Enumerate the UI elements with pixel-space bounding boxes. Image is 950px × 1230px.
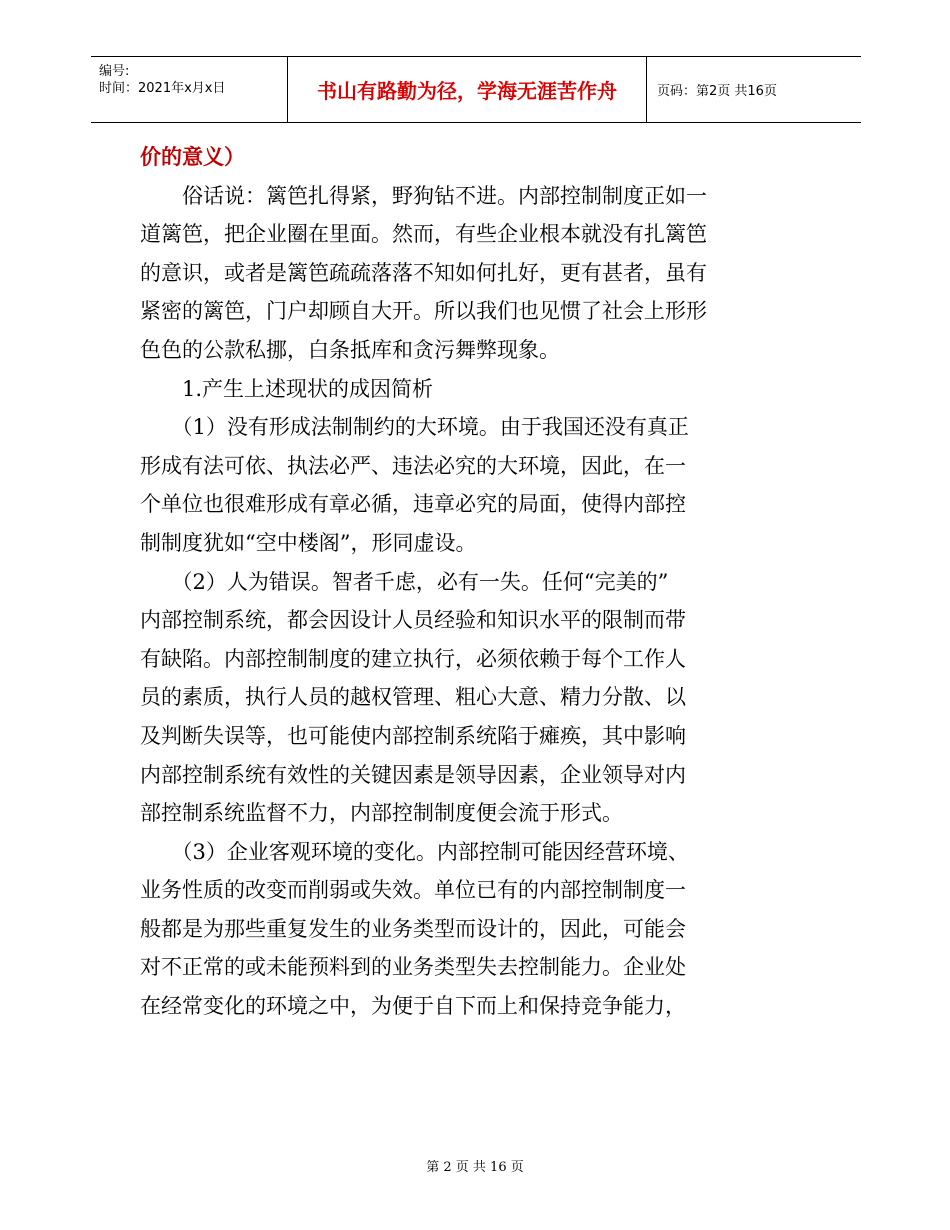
header-motto: 书山有路勤为径，学海无涯苦作舟: [287, 57, 647, 122]
body-line: 般都是为那些重复发生的业务类型而设计的，因此，可能会: [140, 916, 686, 941]
section-heading-fragment: 价的意义）: [140, 145, 245, 169]
body-line: （1）没有形成法制制约的大环境。由于我国还没有真正: [140, 415, 689, 440]
body-line: 色色的公款私挪，白条抵库和贪污舞弊现象。: [140, 337, 560, 362]
body-line: 及判断失误等，也可能使内部控制系统陷于瘫痪，其中影响: [140, 723, 686, 748]
document-body: [140, 138, 812, 1026]
subsection-title: 1.产生上述现状的成因简析: [140, 376, 434, 401]
body-line: 员的素质，执行人员的越权管理、粗心大意、精力分散、以: [140, 685, 686, 710]
body-line: 在经常变化的环境之中，为便于自下而上和保持竞争能力，: [140, 994, 686, 1019]
page-header: [91, 56, 861, 123]
body-line: 形成有法可依、执法必严、违法必究的大环境，因此，在一: [140, 453, 686, 478]
header-meta: [91, 57, 287, 122]
body-line: 的意识，或者是篱笆疏疏落落不知如何扎好，更有甚者，虽有: [140, 260, 707, 285]
document-time-label: 时间：2021年x月x日: [99, 81, 226, 96]
body-line: 部控制系统监督不力，内部控制制度便会流于形式。: [140, 801, 623, 826]
body-line: 制制度犹如“空中楼阁”，形同虚设。: [140, 530, 477, 555]
body-line: （2）人为错误。智者千虑，必有一失。任何“完美的”: [140, 569, 669, 594]
body-line: （3）企业客观环境的变化。内部控制可能因经营环境、: [140, 839, 689, 864]
body-line: 个单位也很难形成有章必循，违章必究的局面，使得内部控: [140, 492, 686, 517]
page-footer: 第 2 页 共 16 页: [426, 1160, 524, 1175]
body-line: 道篱笆，把企业圈在里面。然而，有些企业根本就没有扎篱笆: [140, 222, 707, 247]
body-line: 对不正常的或未能预料到的业务类型失去控制能力。企业处: [140, 955, 686, 980]
body-line: 紧密的篱笆，门户却顾自大开。所以我们也见惯了社会上形形: [140, 299, 707, 324]
body-line: 俗话说：篱笆扎得紧，野狗钻不进。内部控制制度正如一: [140, 183, 707, 208]
body-line: 有缺陷。内部控制制度的建立执行，必须依赖于每个工作人: [140, 646, 686, 671]
body-line: 业务性质的改变而削弱或失效。单位已有的内部控制制度一: [140, 878, 686, 903]
body-line: 内部控制系统，都会因设计人员经验和知识水平的限制而带: [140, 608, 686, 633]
document-number-label: 编号:: [99, 64, 130, 79]
body-line: 内部控制系统有效性的关键因素是领导因素，企业领导对内: [140, 762, 686, 787]
header-page-number: 页码：第2页 共16页: [657, 84, 777, 99]
